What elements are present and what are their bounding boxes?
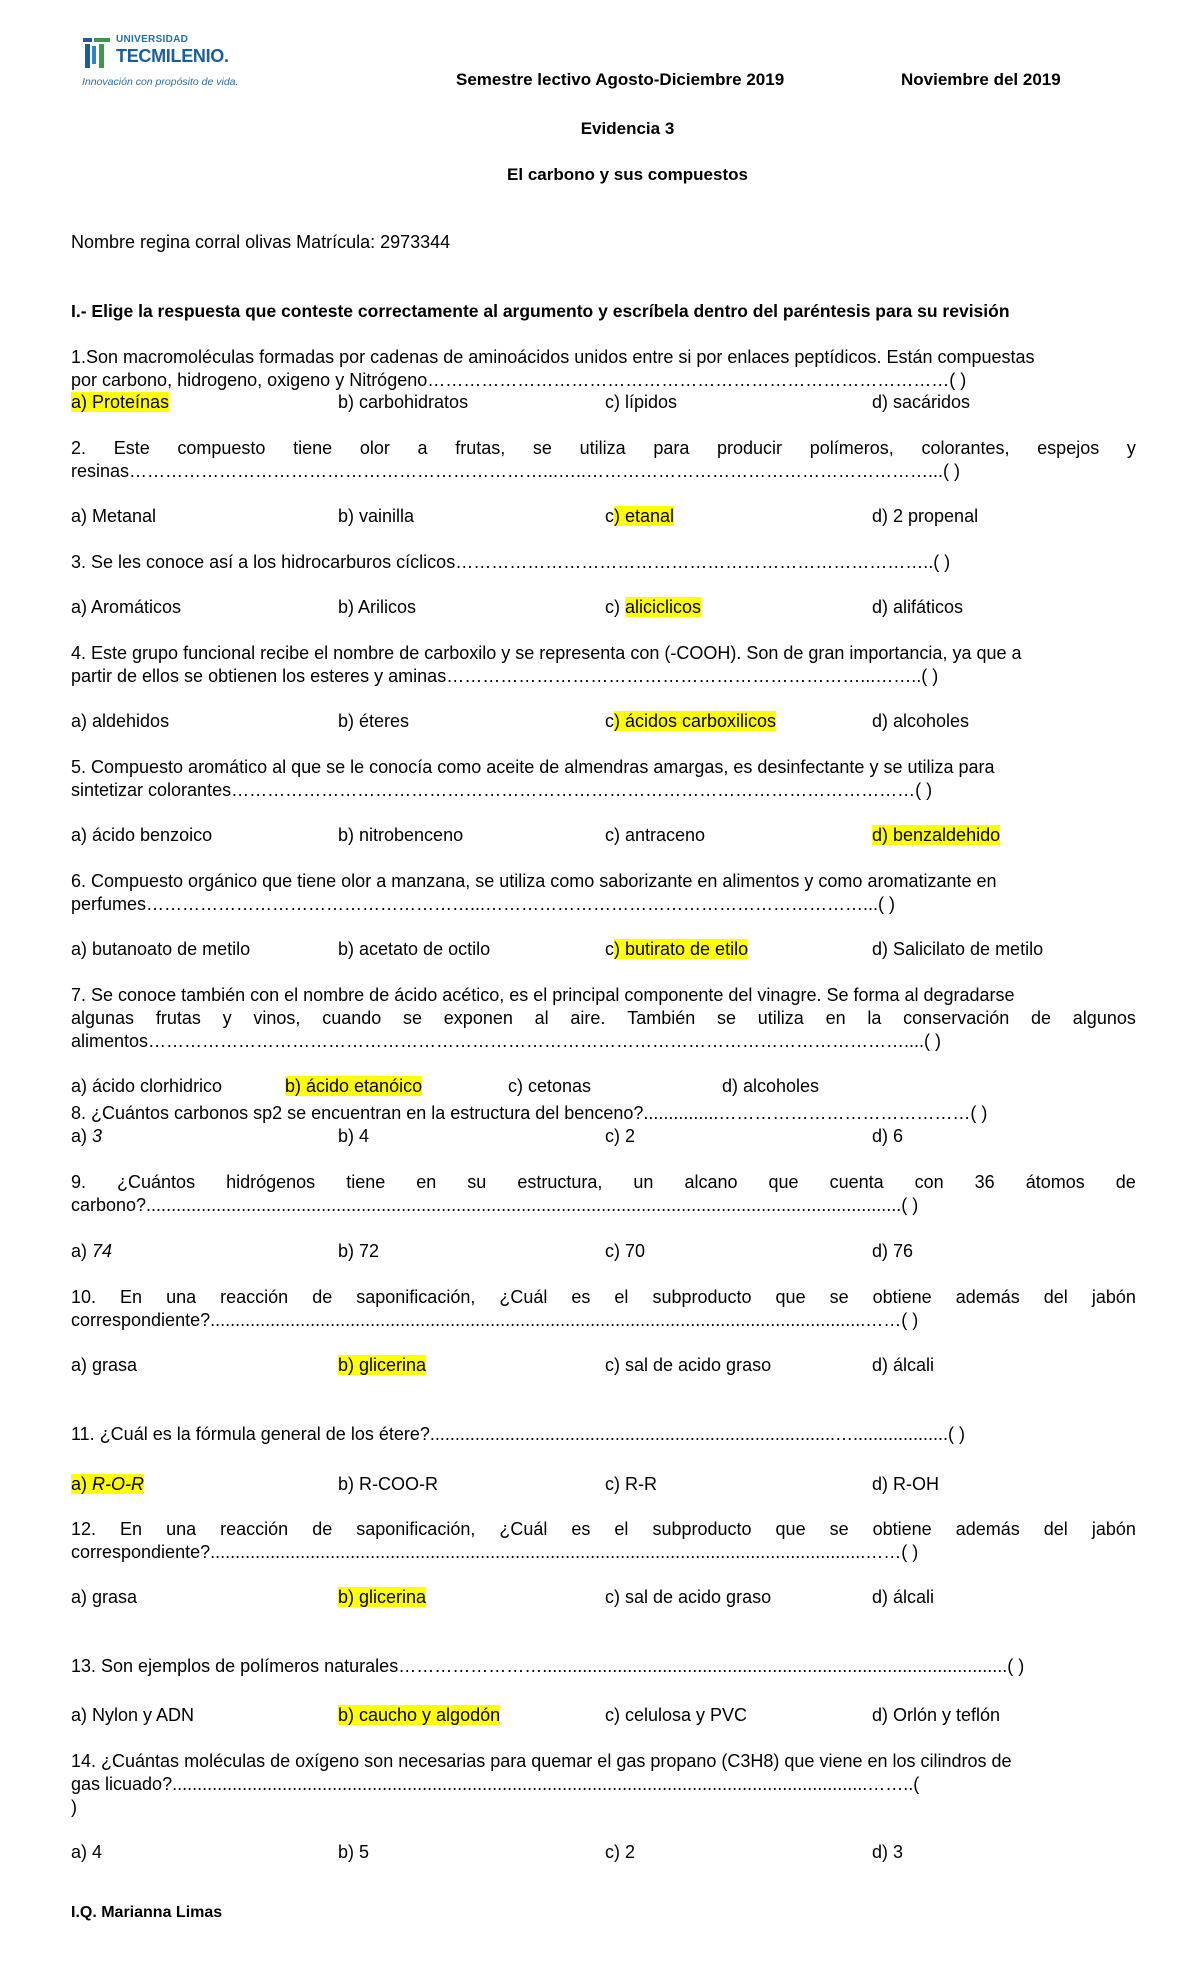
- question-3-line1: 3. Se les conoce así a los hidrocarburos cíclicos……………………………………………………………………..( ): [71, 552, 951, 572]
- q7-option-d: d) alcoholes: [722, 1076, 820, 1096]
- q11-option-b: b) R-COO-R: [338, 1474, 438, 1494]
- question-6-line1: 6. Compuesto orgánico que tiene olor a manzana, se utiliza como saborizante en alimentos y como aromatizante en: [71, 871, 997, 891]
- date-label: Noviembre del 2019: [901, 70, 1061, 89]
- q8-option-b: b) 4: [338, 1126, 370, 1146]
- q11-option-a: a) R-O-R: [71, 1474, 145, 1494]
- evidence-title: Evidencia 3: [580, 119, 675, 138]
- q4-option-c: c) ácidos carboxilicos: [605, 711, 777, 731]
- logo-mark-icon: [82, 36, 112, 70]
- q9-option-a: a) 74: [71, 1241, 113, 1261]
- q2-option-a: a) Metanal: [71, 506, 157, 526]
- q14-option-d: d) 3: [872, 1842, 904, 1862]
- logo-tagline: Innovación con propósito de vida.: [82, 76, 239, 88]
- q11-option-d: d) R-OH: [872, 1474, 939, 1494]
- q12-option-d: d) álcali: [872, 1587, 935, 1607]
- question-5-line2: sintetizar colorantes……………………………………………………………………………………………………( ): [71, 780, 933, 800]
- q9-option-b: b) 72: [338, 1241, 380, 1261]
- q1-option-b: b) carbohidratos: [338, 392, 469, 412]
- q13-option-b: b) caucho y algodón: [338, 1705, 501, 1725]
- q8-option-d: d) 6: [872, 1126, 904, 1146]
- q4-option-a: a) aldehidos: [71, 711, 170, 731]
- q5-option-d: d) benzaldehido: [872, 825, 1001, 845]
- q7-option-a: a) ácido clorhidrico: [71, 1076, 223, 1096]
- student-info: Nombre regina corral olivas Matrícula: 2973344: [71, 232, 451, 252]
- q8-option-a: a) 3: [71, 1126, 103, 1146]
- q5-option-a: a) ácido benzoico: [71, 825, 213, 845]
- q10-option-d: d) álcali: [872, 1355, 935, 1375]
- q12-option-c: c) sal de acido graso: [605, 1587, 772, 1607]
- q2-option-c: c) etanal: [605, 506, 675, 526]
- q3-option-c: c) aliciclicos: [605, 597, 702, 617]
- q7-option-b: b) ácido etanóico: [285, 1076, 423, 1096]
- question-11-line1: 11. ¿Cuál es la fórmula general de los étere?.................................................................................…...................( ): [71, 1424, 965, 1444]
- question-9-line1: [71, 1172, 1136, 1193]
- q14-option-c: c) 2: [605, 1842, 636, 1862]
- question-10-text: 10. En una reacción de saponificación, ¿Cuál es el subproducto que se obtiene además del jabón: [71, 1287, 1136, 1307]
- q10-option-a: a) grasa: [71, 1355, 138, 1375]
- instructions: I.- Elige la respuesta que conteste correctamente al argumento y escríbela dentro del paréntesis para su revisión: [71, 301, 1010, 321]
- q2-option-d: d) 2 propenal: [872, 506, 979, 526]
- q6-option-b: b) acetato de octilo: [338, 939, 491, 959]
- q3-option-d: d) alifáticos: [872, 597, 964, 617]
- question-7-line1: 7. Se conoce también con el nombre de ácido acético, es el principal componente del vinagre. Se forma al degradarse: [71, 985, 1015, 1005]
- q14-option-a: a) 4: [71, 1842, 103, 1862]
- q7-option-c: c) cetonas: [508, 1076, 592, 1096]
- question-4-line2: partir de ellos se obtienen los esteres y aminas……………………………………………………………...……..( ): [71, 666, 939, 686]
- question-9-line2: carbono?.......................................................................................................................................................( ): [71, 1195, 919, 1215]
- q13-option-a: a) Nylon y ADN: [71, 1705, 195, 1725]
- question-13-line1: 13. Son ejemplos de polímeros naturales…………………….............................................................................................( ): [71, 1656, 1025, 1676]
- q11-option-c: c) R-R: [605, 1474, 657, 1494]
- topic-title: El carbono y sus compuestos: [507, 165, 748, 184]
- logo-university-text: UNIVERSIDAD: [116, 34, 189, 45]
- semester-label: Semestre lectivo Agosto-Diciembre 2019: [456, 70, 785, 89]
- question-7-line3: alimentos………………………………………………………………………………………………………………....( ): [71, 1031, 942, 1051]
- q3-option-a: a) Aromáticos: [71, 597, 182, 617]
- q1-option-d: d) sacáridos: [872, 392, 971, 412]
- q12-option-a: a) grasa: [71, 1587, 138, 1607]
- q8-option-c: c) 2: [605, 1126, 636, 1146]
- question-14-line2: gas licuado?...........................................................................................................................................……..(: [71, 1774, 920, 1794]
- question-1-line1: 1.Son macromoléculas formadas por cadenas de aminoácidos unidos entre si por enlaces peptídicos. Están compuestas: [71, 347, 1035, 367]
- question-7-line2: [71, 1008, 1136, 1029]
- q10-option-c: c) sal de acido graso: [605, 1355, 772, 1375]
- footer-author: I.Q. Marianna Limas: [71, 1904, 223, 1921]
- question-2-text: 2. Este compuesto tiene olor a frutas, se utiliza para producir polímeros, colorantes, espejos y: [71, 438, 1136, 458]
- question-10-line2: correspondiente?...................................................................................................................................……( ): [71, 1310, 919, 1330]
- question-2-line1: [71, 438, 1136, 459]
- q5-option-c: c) antraceno: [605, 825, 706, 845]
- question-9-text: 9. ¿Cuántos hidrógenos tiene en su estructura, un alcano que cuenta con 36 átomos de: [71, 1172, 1136, 1192]
- question-8-line1: 8. ¿Cuántos carbonos sp2 se encuentran en la estructura del benceno?...............……………………………………( ): [71, 1103, 988, 1123]
- q6-option-c: c) butirato de etilo: [605, 939, 749, 959]
- logo-name-text: TECMILENIO.: [116, 46, 229, 66]
- q9-option-c: c) 70: [605, 1241, 646, 1261]
- q1-option-c: c) lípidos: [605, 392, 678, 412]
- question-12-line1: [71, 1519, 1136, 1540]
- q14-option-b: b) 5: [338, 1842, 370, 1862]
- question-5-line1: 5. Compuesto aromático al que se le conocía como aceite de almendras amargas, es desinfectante y se utiliza para: [71, 757, 995, 777]
- question-4-line1: 4. Este grupo funcional recibe el nombre de carboxilo y se representa con (-COOH). Son de gran importancia, ya que a: [71, 643, 1022, 663]
- q1-option-a: a) Proteínas: [71, 392, 170, 412]
- q4-option-b: b) éteres: [338, 711, 410, 731]
- q2-option-b: b) vainilla: [338, 506, 415, 526]
- q10-option-b: b) glicerina: [338, 1355, 427, 1375]
- question-1-line2: por carbono, hidrogeno, oxigeno y Nitrógeno……………………………………………………………………………( ): [71, 370, 967, 390]
- q13-option-d: d) Orlón y teflón: [872, 1705, 1001, 1725]
- q9-option-d: d) 76: [872, 1241, 914, 1261]
- question-7-line2-text: algunas frutas y vinos, cuando se exponen al aire. También se utiliza en la conservación de algunos: [71, 1008, 1136, 1028]
- question-12-text: 12. En una reacción de saponificación, ¿Cuál es el subproducto que se obtiene además del jabón: [71, 1519, 1136, 1539]
- question-14-line1: 14. ¿Cuántas moléculas de oxígeno son necesarias para quemar el gas propano (C3H8) que viene en los cilindros de: [71, 1751, 1012, 1771]
- question-14-line3: ): [71, 1797, 77, 1817]
- q4-option-d: d) alcoholes: [872, 711, 970, 731]
- question-6-line2: perfumes………………………………………………...………………………………………………………...( ): [71, 894, 896, 914]
- q6-option-a: a) butanoato de metilo: [71, 939, 251, 959]
- question-12-line2: correspondiente?...................................................................................................................................……( ): [71, 1542, 919, 1562]
- q13-option-c: c) celulosa y PVC: [605, 1705, 748, 1725]
- q5-option-b: b) nitrobenceno: [338, 825, 464, 845]
- q3-option-b: b) Arilicos: [338, 597, 417, 617]
- q12-option-b: b) glicerina: [338, 1587, 427, 1607]
- question-2-line2: resinas……………………………………………………………...…..…………………………………………………...( ): [71, 461, 961, 481]
- question-10-line1: [71, 1287, 1136, 1308]
- university-logo: [82, 32, 252, 92]
- q6-option-d: d) Salicilato de metilo: [872, 939, 1044, 959]
